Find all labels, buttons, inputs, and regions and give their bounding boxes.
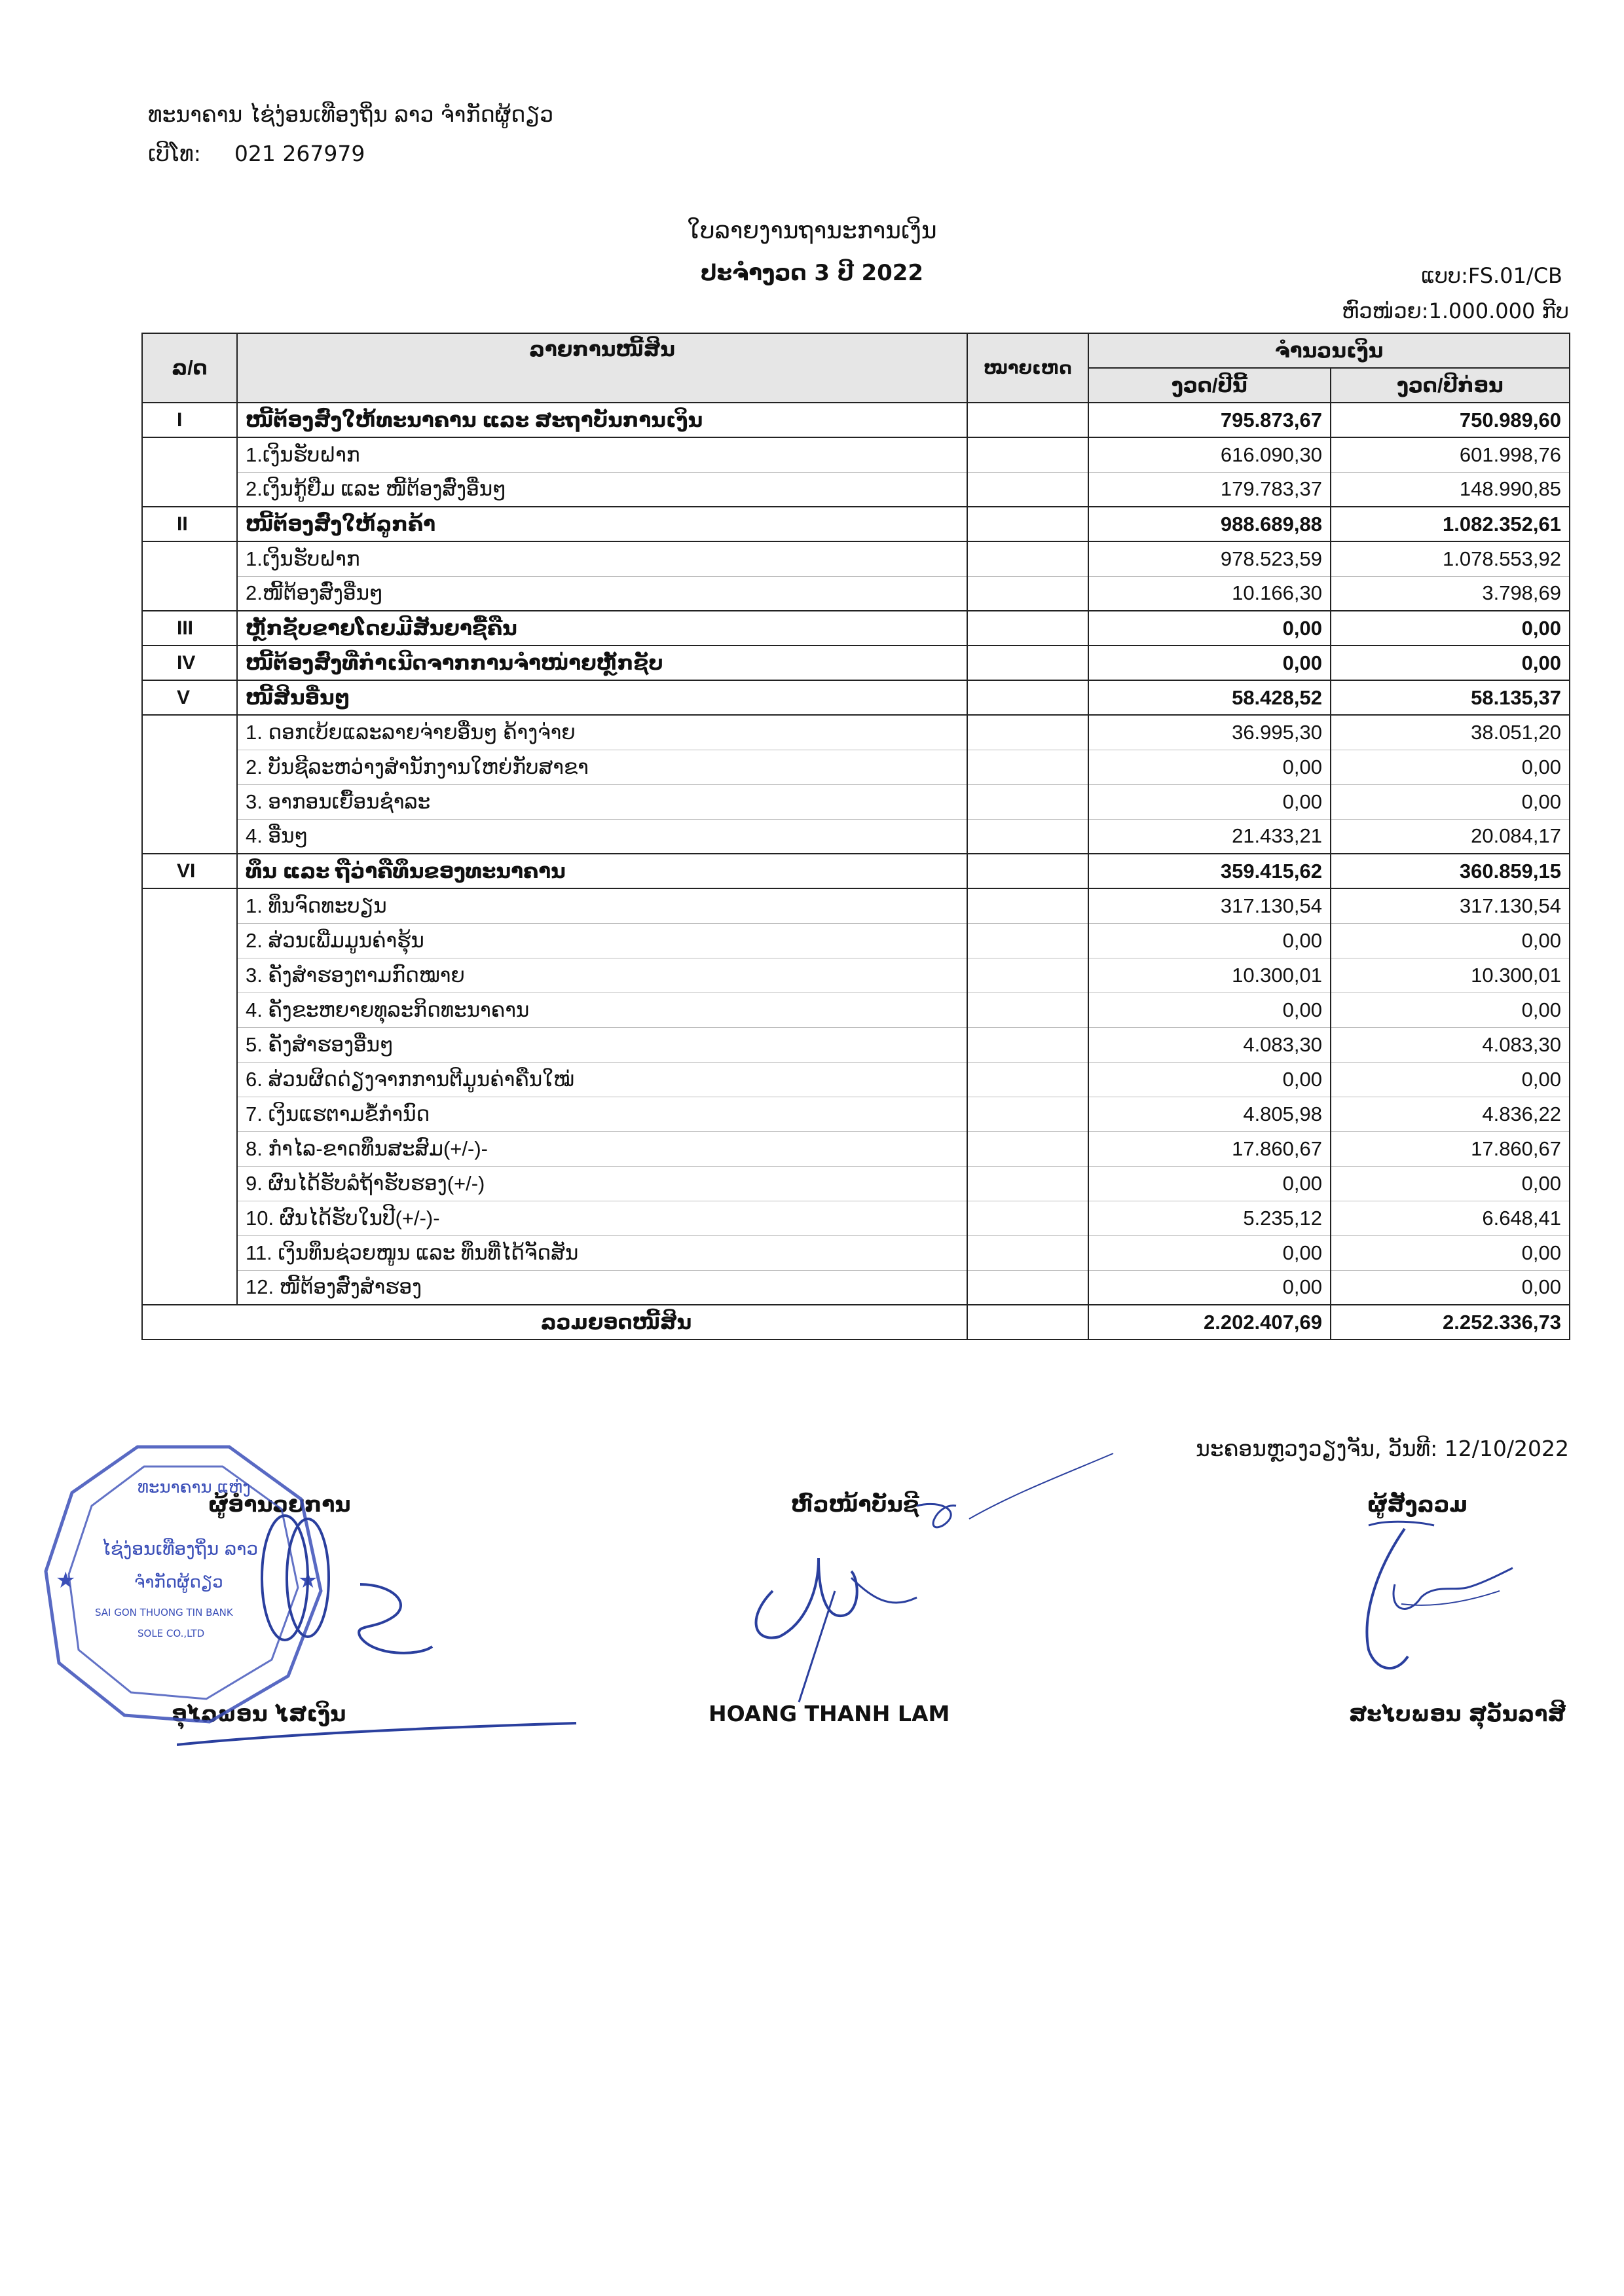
- row-current-value: 0,00: [1088, 1235, 1331, 1270]
- total-previous: 2.252.336,73: [1331, 1305, 1570, 1339]
- row-current-value: 359.415,62: [1088, 854, 1331, 888]
- row-item-name: 1.ເງິນຮັບຝາກ: [237, 541, 967, 576]
- sig-left-name: ອຸໄລພອນ ໄສເງິນ: [172, 1701, 346, 1726]
- row-current-value: 36.995,30: [1088, 715, 1331, 750]
- row-note: [967, 472, 1088, 507]
- row-item-name: ທຶນ ແລະ ຖືວ່າຄືທຶນຂອງທະນາຄານ: [237, 854, 967, 888]
- stamp-text-en1: SAI GON THUONG TIN BANK: [95, 1607, 233, 1618]
- row-current-value: 4.083,30: [1088, 1027, 1331, 1062]
- sig-right-name: ສະໄບພອນ ສຸວັນລາສີ: [1349, 1701, 1566, 1726]
- row-previous-value: 6.648,41: [1331, 1201, 1570, 1235]
- row-current-value: 317.130,54: [1088, 888, 1331, 923]
- row-code: [142, 1235, 237, 1270]
- stamp-text-top: ທະນາຄານ ແຫ່ງ: [138, 1478, 251, 1497]
- section-row: [142, 646, 1570, 680]
- section-row: [142, 611, 1570, 646]
- item-row: [142, 472, 1570, 507]
- row-item-name: ໜີ້ສິນອື່ນໆ: [237, 680, 967, 715]
- item-row: [142, 1131, 1570, 1166]
- row-item-name: 5. ຄັງສຳຮອງອື່ນໆ: [237, 1027, 967, 1062]
- row-code: [142, 993, 237, 1027]
- col-header-current: ງວດ/ປີນີ້: [1088, 368, 1331, 403]
- row-previous-value: 601.998,76: [1331, 437, 1570, 472]
- row-previous-value: 360.859,15: [1331, 854, 1570, 888]
- row-previous-value: 0,00: [1331, 1062, 1570, 1097]
- row-previous-value: 1.078.553,92: [1331, 541, 1570, 576]
- row-previous-value: 38.051,20: [1331, 715, 1570, 750]
- row-previous-value: 0,00: [1331, 784, 1570, 819]
- row-code: [142, 1166, 237, 1201]
- row-item-name: 1. ດອກເບ້ຍແລະລາຍຈ່າຍອື່ນໆ ຄ້າງຈ່າຍ: [237, 715, 967, 750]
- row-item-name: 2.ເງິນກູ້ຢືມ ແລະ ໜີ້ຕ້ອງສົ່ງອື່ນໆ: [237, 472, 967, 507]
- row-note: [967, 437, 1088, 472]
- row-note: [967, 888, 1088, 923]
- row-current-value: 0,00: [1088, 646, 1331, 680]
- row-current-value: 0,00: [1088, 784, 1331, 819]
- row-code: [142, 472, 237, 507]
- row-note: [967, 1131, 1088, 1166]
- section-row: [142, 507, 1570, 541]
- row-previous-value: 750.989,60: [1331, 403, 1570, 437]
- row-current-value: 0,00: [1088, 611, 1331, 646]
- stamp-text-line2: ຈຳກັດຜູ້ດຽວ: [134, 1573, 223, 1592]
- row-previous-value: 0,00: [1331, 750, 1570, 784]
- row-item-name: 8. ກຳໄລ-ຂາດທຶນສະສົມ(+/-)-: [237, 1131, 967, 1166]
- row-item-name: 6. ສ່ວນຜິດດ່ຽງຈາກການຕີມູນຄ່າຄືນໃໝ່: [237, 1062, 967, 1097]
- row-current-value: 10.166,30: [1088, 576, 1331, 611]
- unit-label: ຫົວໜ່ວຍ:1.000.000 ກີບ: [1342, 299, 1569, 323]
- total-note: [967, 1305, 1088, 1339]
- row-item-name: 1.ເງິນຮັບຝາກ: [237, 437, 967, 472]
- row-code: [142, 819, 237, 854]
- row-previous-value: 17.860,67: [1331, 1131, 1570, 1166]
- row-previous-value: 0,00: [1331, 646, 1570, 680]
- row-note: [967, 507, 1088, 541]
- item-row: [142, 1097, 1570, 1131]
- row-code: III: [142, 611, 237, 646]
- item-row: [142, 888, 1570, 923]
- phone-number: 021 267979: [234, 141, 365, 166]
- row-previous-value: 0,00: [1331, 1166, 1570, 1201]
- financial-statement-table: [141, 333, 1570, 1340]
- col-header-no: ລ/ດ: [142, 333, 237, 403]
- row-current-value: 0,00: [1088, 1062, 1331, 1097]
- row-previous-value: 317.130,54: [1331, 888, 1570, 923]
- item-row: [142, 576, 1570, 611]
- row-note: [967, 1270, 1088, 1305]
- row-item-name: 2. ສ່ວນເພີ່ມມູນຄ່າຮຸ້ນ: [237, 923, 967, 958]
- row-code: IV: [142, 646, 237, 680]
- row-item-name: 4. ອື່ນໆ: [237, 819, 967, 854]
- item-row: [142, 1270, 1570, 1305]
- row-previous-value: 4.083,30: [1331, 1027, 1570, 1062]
- row-code: [142, 750, 237, 784]
- total-row: [142, 1305, 1570, 1339]
- row-item-name: 10. ຜົນໄດ້ຮັບໃນປີ(+/-)-: [237, 1201, 967, 1235]
- row-code: [142, 1270, 237, 1305]
- director-signature: [223, 1506, 471, 1702]
- row-note: [967, 750, 1088, 784]
- row-code: [142, 888, 237, 923]
- row-note: [967, 541, 1088, 576]
- phone-label: ເບີໂທ:: [148, 141, 201, 166]
- item-row: [142, 993, 1570, 1027]
- item-row: [142, 1027, 1570, 1062]
- row-item-name: 2.ໜີ້ຕ້ອງສົ່ງອື່ນໆ: [237, 576, 967, 611]
- row-current-value: 21.433,21: [1088, 819, 1331, 854]
- row-item-name: ຫຼັກຊັບຂາຍໂດຍມີສັນຍາຊື້ຄືນ: [237, 611, 967, 646]
- row-current-value: 795.873,67: [1088, 403, 1331, 437]
- row-previous-value: 58.135,37: [1331, 680, 1570, 715]
- row-item-name: ໜີ້ຕ້ອງສົ່ງໃຫ້ທະນາຄານ ແລະ ສະຖາບັນການເງິນ: [237, 403, 967, 437]
- row-item-name: 4. ຄັງຂະຫຍາຍທຸລະກິດທະນາຄານ: [237, 993, 967, 1027]
- row-item-name: ໜີ້ຕ້ອງສົ່ງທີ່ກໍາເນີດຈາກການຈໍາໜ່າຍຫຼັກຊັບ: [237, 646, 967, 680]
- row-previous-value: 0,00: [1331, 1235, 1570, 1270]
- item-row: [142, 541, 1570, 576]
- row-note: [967, 646, 1088, 680]
- row-note: [967, 1166, 1088, 1201]
- row-previous-value: 0,00: [1331, 923, 1570, 958]
- row-note: [967, 923, 1088, 958]
- col-header-previous: ງວດ/ປີກ່ອນ: [1331, 368, 1570, 403]
- row-current-value: 0,00: [1088, 1166, 1331, 1201]
- row-previous-value: 3.798,69: [1331, 576, 1570, 611]
- item-row: [142, 750, 1570, 784]
- row-item-name: 3. ຄັງສຳຮອງຕາມກົດໝາຍ: [237, 958, 967, 993]
- row-item-name: 7. ເງິນແຮຕາມຂໍ້ກຳນົດ: [237, 1097, 967, 1131]
- row-code: [142, 923, 237, 958]
- row-code: VI: [142, 854, 237, 888]
- col-header-note: ໝາຍເຫດ: [967, 333, 1088, 403]
- col-header-item: ລາຍການໜີ້ສິນ: [237, 333, 967, 403]
- row-note: [967, 1027, 1088, 1062]
- row-note: [967, 1235, 1088, 1270]
- row-code: V: [142, 680, 237, 715]
- stamp-text-en2: SOLE CO.,LTD: [138, 1628, 205, 1639]
- row-previous-value: 20.084,17: [1331, 819, 1570, 854]
- row-current-value: 10.300,01: [1088, 958, 1331, 993]
- row-note: [967, 680, 1088, 715]
- director-signature-line: [177, 1715, 583, 1755]
- row-code: [142, 576, 237, 611]
- row-code: [142, 715, 237, 750]
- row-current-value: 978.523,59: [1088, 541, 1331, 576]
- section-row: [142, 854, 1570, 888]
- row-note: [967, 819, 1088, 854]
- section-row: [142, 680, 1570, 715]
- item-row: [142, 715, 1570, 750]
- row-item-name: 9. ຜົນໄດ້ຮັບລໍຖ້າຮັບຮອງ(+/-): [237, 1166, 967, 1201]
- bank-name: ທະນາຄານ ໄຊ່ງ່ອນເທືອງຖິ່ນ ລາວ ຈຳກັດຜູ້ດຽວ: [148, 101, 554, 127]
- row-note: [967, 576, 1088, 611]
- sig-mid-name: HOANG THANH LAM: [709, 1701, 950, 1726]
- row-code: [142, 1027, 237, 1062]
- row-previous-value: 10.300,01: [1331, 958, 1570, 993]
- row-note: [967, 784, 1088, 819]
- section-row: [142, 403, 1570, 437]
- row-current-value: 0,00: [1088, 923, 1331, 958]
- row-previous-value: 148.990,85: [1331, 472, 1570, 507]
- item-row: [142, 923, 1570, 958]
- row-item-name: 12. ໜີ້ຕ້ອງສົ່ງສຳຮອງ: [237, 1270, 967, 1305]
- total-current: 2.202.407,69: [1088, 1305, 1331, 1339]
- row-note: [967, 611, 1088, 646]
- item-row: [142, 1166, 1570, 1201]
- row-current-value: 17.860,67: [1088, 1131, 1331, 1166]
- row-code: [142, 1131, 237, 1166]
- phone-row: [148, 137, 365, 170]
- row-note: [967, 1062, 1088, 1097]
- row-current-value: 0,00: [1088, 750, 1331, 784]
- report-period: ປະຈຳງວດ 3 ປີ 2022: [700, 260, 924, 286]
- row-code: [142, 784, 237, 819]
- col-header-amount: ຈຳນວນເງິນ: [1088, 333, 1570, 368]
- row-note: [967, 1201, 1088, 1235]
- item-row: [142, 437, 1570, 472]
- sig-left-title: ຜູ້ອຳນວຍການ: [208, 1491, 351, 1517]
- item-row: [142, 1062, 1570, 1097]
- form-code: ແບບ:FS.01/CB: [1421, 263, 1562, 288]
- row-note: [967, 715, 1088, 750]
- row-previous-value: 0,00: [1331, 1270, 1570, 1305]
- row-previous-value: 1.082.352,61: [1331, 507, 1570, 541]
- row-current-value: 0,00: [1088, 1270, 1331, 1305]
- row-item-name: 1. ທຶນຈົດທະບຽນ: [237, 888, 967, 923]
- row-code: [142, 1097, 237, 1131]
- row-current-value: 58.428,52: [1088, 680, 1331, 715]
- item-row: [142, 1235, 1570, 1270]
- sig-right-title: ຜູ້ສັງລວມ: [1367, 1491, 1467, 1517]
- row-code: [142, 541, 237, 576]
- row-code: [142, 437, 237, 472]
- sig-mid-title: ຫົວໜ້າບັນຊີ: [791, 1491, 919, 1517]
- row-code: [142, 1062, 237, 1097]
- row-current-value: 616.090,30: [1088, 437, 1331, 472]
- row-previous-value: 0,00: [1331, 993, 1570, 1027]
- row-note: [967, 403, 1088, 437]
- row-current-value: 0,00: [1088, 993, 1331, 1027]
- row-item-name: 2. ບັນຊີລະຫວ່າງສຳນັກງານໃຫຍ່ກັບສາຂາ: [237, 750, 967, 784]
- item-row: [142, 958, 1570, 993]
- row-current-value: 4.805,98: [1088, 1097, 1331, 1131]
- row-note: [967, 1097, 1088, 1131]
- row-item-name: 11. ເງິນທຶນຊ່ວຍໜູນ ແລະ ທຶນທີ່ໄດ້ຈັດສັນ: [237, 1235, 967, 1270]
- row-code: [142, 1201, 237, 1235]
- stamp-text-line1: ໄຊ່ງ່ອນເທືອງຖິ່ນ ລາວ: [101, 1538, 259, 1559]
- row-previous-value: 4.836,22: [1331, 1097, 1570, 1131]
- item-row: [142, 1201, 1570, 1235]
- stamp-star-right-icon: ★: [298, 1567, 318, 1594]
- row-note: [967, 958, 1088, 993]
- row-note: [967, 993, 1088, 1027]
- row-item-name: ໜີ້ຕ້ອງສົ່ງໃຫ້ລູກຄ້າ: [237, 507, 967, 541]
- row-current-value: 5.235,12: [1088, 1201, 1331, 1235]
- row-current-value: 988.689,88: [1088, 507, 1331, 541]
- row-current-value: 179.783,37: [1088, 472, 1331, 507]
- row-code: [142, 958, 237, 993]
- total-label: ລວມຍອດໜີ້ສິນ: [142, 1305, 967, 1339]
- report-title: ໃບລາຍງານຖານະການເງິນ: [687, 217, 937, 244]
- row-item-name: 3. ອາກອນເຍື້ອນຊຳລະ: [237, 784, 967, 819]
- row-previous-value: 0,00: [1331, 611, 1570, 646]
- item-row: [142, 784, 1570, 819]
- item-row: [142, 819, 1570, 854]
- place-date: ນະຄອນຫຼວງວຽງຈັນ, ວັນທີ: 12/10/2022: [1196, 1436, 1569, 1461]
- chief-accountant-signature: [720, 1427, 1126, 1715]
- compiler-signature: [1349, 1512, 1545, 1709]
- row-code: II: [142, 507, 237, 541]
- row-note: [967, 854, 1088, 888]
- stamp-star-left-icon: ★: [56, 1567, 76, 1594]
- row-code: I: [142, 403, 237, 437]
